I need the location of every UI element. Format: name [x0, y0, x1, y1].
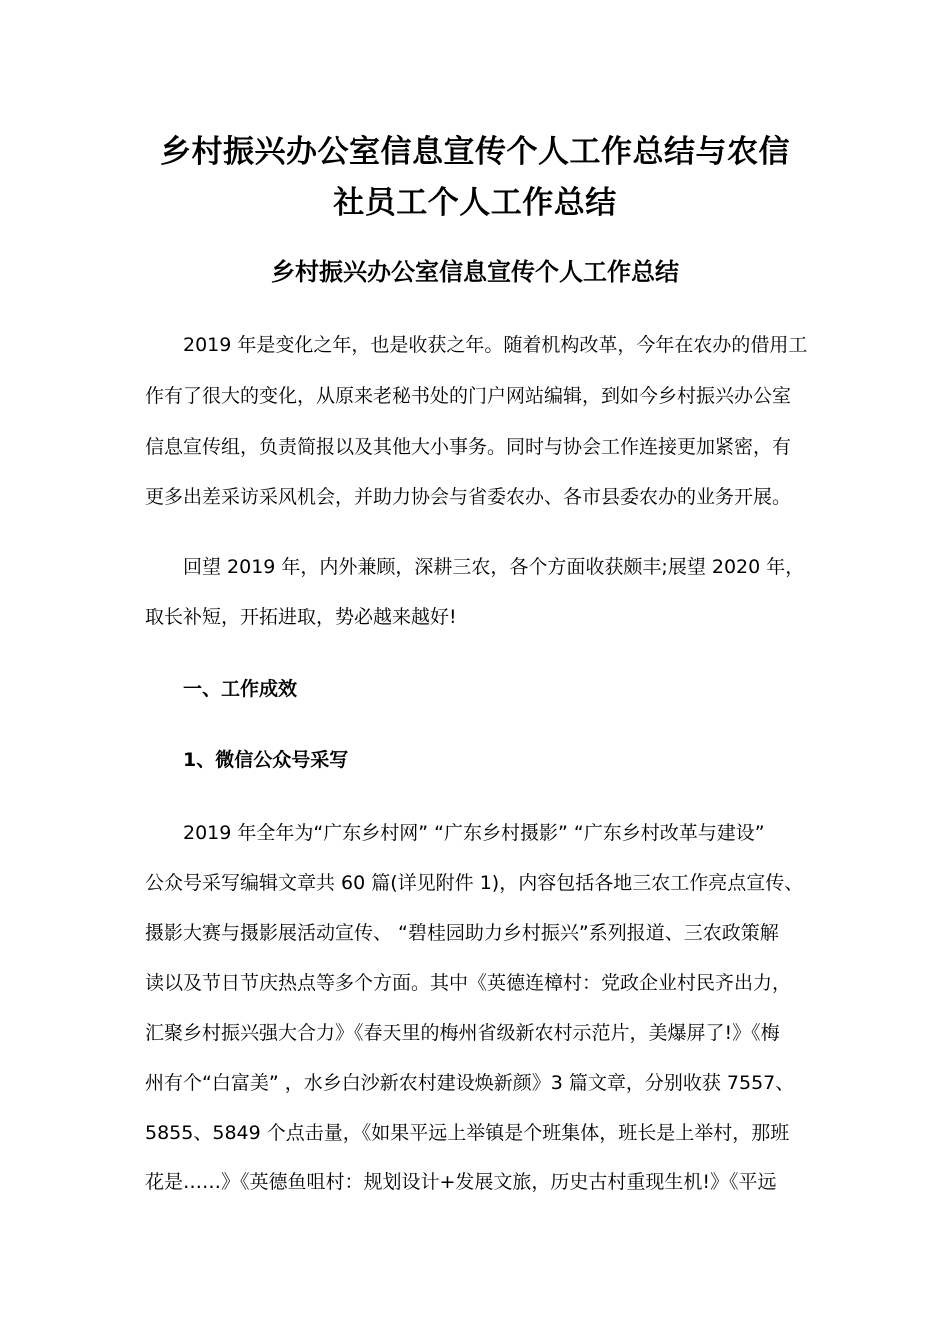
- paragraph-3-line: 公众号采写编辑文章共 60 篇(详见附件 1)，内容包括各地三农工作亮点宣传、: [145, 872, 804, 894]
- section-title: 乡村振兴办公室信息宣传个人工作总结: [271, 258, 679, 286]
- document-title-line-1: 乡村振兴办公室信息宣传个人工作总结与农信: [160, 134, 790, 170]
- paragraph-3-line: 摄影大赛与摄影展活动宣传、 “碧桂园助力乡村振兴”系列报道、三农政策解: [145, 922, 779, 944]
- paragraph-3-line: 州有个“白富美” ，水乡白沙新农村建设焕新颜》3 篇文章，分别收获 7557、: [145, 1072, 795, 1094]
- paragraph-1-line: 作有了很大的变化，从原来老秘书处的门户网站编辑，到如今乡村振兴办公室: [145, 385, 792, 407]
- paragraph-3-line: 读以及节日节庆热点等多个方面。其中《英德连樟村：党政企业村民齐出力，: [145, 972, 792, 994]
- paragraph-3-line: 花是……》《英德鱼咀村：规划设计+发展文旅，历史古村重现生机!》《平远: [145, 1171, 777, 1193]
- paragraph-3-line: 汇聚乡村振兴强大合力》《春天里的梅州省级新农村示范片，美爆屏了!》《梅: [145, 1022, 780, 1044]
- heading-wechat-writing: 1、微信公众号采写: [183, 749, 349, 771]
- paragraph-1-line: 2019 年是变化之年，也是收获之年。随着机构改革，今年在农办的借用工: [183, 334, 808, 356]
- paragraph-1-line: 更多出差采访采风机会，并助力协会与省委农办、各市县委农办的业务开展。: [145, 486, 792, 508]
- paragraph-1-line: 信息宣传组，负责简报以及其他大小事务。同时与协会工作连接更加紧密，有: [145, 436, 792, 458]
- heading-work-results: 一、工作成效: [183, 678, 298, 700]
- paragraph-2-line: 取长补短，开拓进取，势必越来越好!: [145, 606, 457, 628]
- document-title-line-2: 社员工个人工作总结: [333, 185, 617, 221]
- paragraph-3-line: 2019 年全年为“广东乡村网” “广东乡村摄影” “广东乡村改革与建设”: [183, 822, 765, 844]
- paragraph-3-line: 5855、5849 个点击量，《如果平远上举镇是个班集体，班长是上举村，那班: [145, 1122, 790, 1144]
- paragraph-2-line: 回望 2019 年，内外兼顾，深耕三农，各个方面收获颇丰;展望 2020 年，: [183, 556, 805, 578]
